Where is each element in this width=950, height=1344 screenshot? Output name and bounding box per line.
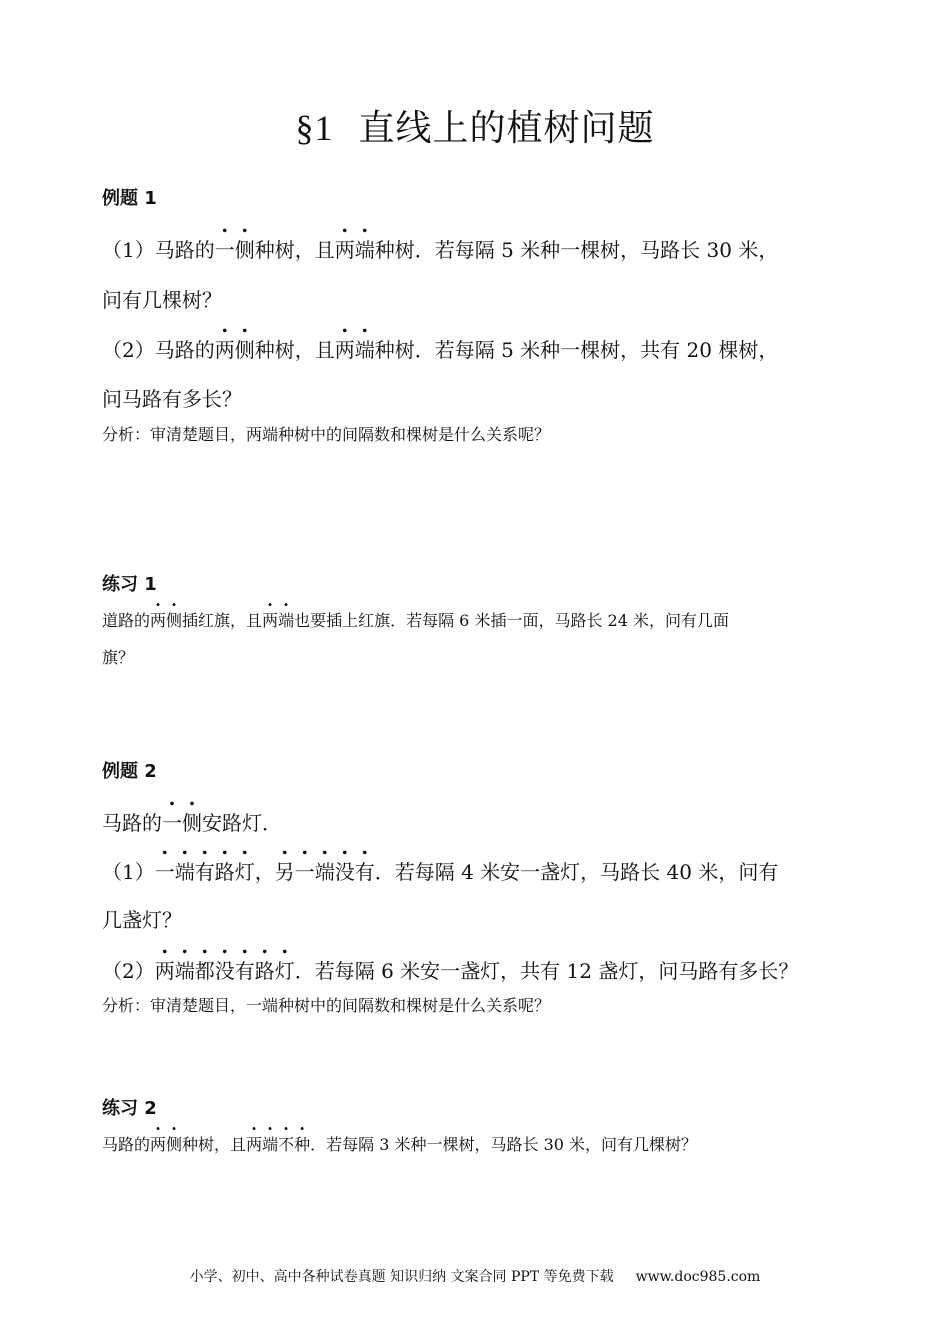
practice1-line1 <box>102 608 729 631</box>
emphasis-char: 灯 <box>274 959 295 983</box>
emphasis-char: 一 <box>154 860 175 884</box>
emphasis-char: 两 <box>214 338 235 362</box>
emphasis-char: 端 <box>314 860 335 884</box>
text-segment: 插红旗，且 <box>182 611 263 630</box>
emphasis-char: 两 <box>334 238 355 262</box>
emphasis-char: 端 <box>262 1135 279 1154</box>
emphasis-char: 侧 <box>234 238 255 262</box>
emphasis-char: 两 <box>262 611 279 630</box>
emphasis-char: 有 <box>354 860 375 884</box>
practice2-line1 <box>102 1132 697 1155</box>
emphasis-char: 侧 <box>234 338 255 362</box>
emphasis-char: 两 <box>150 611 167 630</box>
emphasis-char: 两 <box>154 959 175 983</box>
example1-heading: 例题 1 <box>102 188 157 209</box>
emphasized-text <box>155 959 295 983</box>
emphasis-char: 另 <box>274 860 295 884</box>
emphasized-text <box>262 611 294 630</box>
text-segment: ， <box>254 860 275 884</box>
emphasized-text <box>150 611 182 630</box>
text-segment: 种树，且 <box>254 338 335 362</box>
text-segment: 种树．若每隔 5 米种一棵树，马路长 30 米， <box>374 238 779 262</box>
text-segment: ．若每隔 4 米安一盏灯，马路长 40 米，问有 <box>374 860 779 884</box>
text-segment: （1） <box>102 860 155 884</box>
title-text: 直线上的植树问题 <box>358 108 655 149</box>
text-segment: ．若每隔 6 米安一盏灯，共有 12 盏灯，问马路有多长？ <box>294 959 799 983</box>
emphasis-char: 端 <box>278 611 295 630</box>
emphasis-char: 一 <box>294 860 315 884</box>
text-segment: 马路的 <box>102 811 162 835</box>
emphasis-char: 路 <box>254 959 275 983</box>
text-segment: 道路的 <box>102 611 151 630</box>
practice1-line2: 旗？ <box>102 648 135 667</box>
emphasized-text <box>162 811 202 835</box>
text-segment: 也要插上红旗．若每隔 6 米插一面，马路长 24 米，问有几面 <box>294 611 729 630</box>
example1-q2-line1 <box>102 334 778 363</box>
emphasized-text <box>275 860 375 884</box>
emphasis-char: 端 <box>354 238 375 262</box>
text-segment: 种树．若每隔 5 米种一棵树，共有 20 棵树， <box>374 338 779 362</box>
emphasis-char: 种 <box>294 1135 311 1154</box>
section-number: §1 <box>295 108 334 148</box>
emphasis-char: 侧 <box>166 1135 183 1154</box>
emphasis-char: 都 <box>194 959 215 983</box>
example2-heading: 例题 2 <box>102 761 157 782</box>
page-title <box>0 100 950 151</box>
emphasis-char: 两 <box>150 1135 167 1154</box>
example2-analysis: 分析：审清楚题目，一端种树中的间隔数和棵树是什么关系呢？ <box>102 996 551 1015</box>
text-segment: （1）马路的 <box>102 238 215 262</box>
page-footer <box>0 1266 950 1286</box>
example2-q1-line2: 几盏灯？ <box>102 908 182 932</box>
emphasis-char: 没 <box>334 860 355 884</box>
emphasis-char: 有 <box>234 959 255 983</box>
practice1-heading: 练习 1 <box>102 574 157 595</box>
example2-q2-line1 <box>102 955 798 984</box>
practice2-heading: 练习 2 <box>102 1098 157 1119</box>
emphasis-char: 一 <box>162 811 182 835</box>
emphasized-text <box>155 860 255 884</box>
emphasis-char: 灯 <box>234 860 255 884</box>
example2-q1-line1 <box>102 856 778 885</box>
emphasis-char: 端 <box>174 860 195 884</box>
text-segment: （2） <box>102 959 155 983</box>
text-segment: 马路的 <box>102 1135 151 1154</box>
emphasized-text <box>246 1135 310 1154</box>
footer-text: 小学、初中、高中各种试卷真题 知识归纳 文案合同 PPT 等免费下载 <box>189 1269 614 1285</box>
emphasis-char: 路 <box>214 860 235 884</box>
emphasis-char: 两 <box>334 338 355 362</box>
emphasized-text <box>150 1135 182 1154</box>
emphasis-char: 有 <box>194 860 215 884</box>
example1-q1-line1 <box>102 234 778 263</box>
emphasized-text <box>215 238 255 262</box>
emphasized-text <box>335 238 375 262</box>
example2-intro <box>102 807 282 836</box>
emphasized-text <box>215 338 255 362</box>
text-segment: 种树，且 <box>254 238 335 262</box>
footer-site-link[interactable]: www.doc985.com <box>635 1269 761 1285</box>
example1-q1-line2: 问有几棵树？ <box>102 288 222 312</box>
emphasis-char: 端 <box>354 338 375 362</box>
emphasis-char: 没 <box>214 959 235 983</box>
text-segment: （2）马路的 <box>102 338 215 362</box>
example1-q2-line2: 问马路有多长？ <box>102 387 242 411</box>
emphasis-char: 侧 <box>166 611 183 630</box>
emphasis-char: 端 <box>174 959 195 983</box>
emphasis-char: 两 <box>246 1135 263 1154</box>
emphasized-text <box>335 338 375 362</box>
example1-analysis: 分析：审清楚题目，两端种树中的间隔数和棵树是什么关系呢？ <box>102 425 551 444</box>
emphasis-char: 侧 <box>182 811 202 835</box>
text-segment: 种树，且 <box>182 1135 247 1154</box>
text-segment: 安路灯． <box>202 811 282 835</box>
emphasis-char: 不 <box>278 1135 295 1154</box>
text-segment: ．若每隔 3 米种一棵树，马路长 30 米，问有几棵树？ <box>310 1135 698 1154</box>
emphasis-char: 一 <box>214 238 235 262</box>
